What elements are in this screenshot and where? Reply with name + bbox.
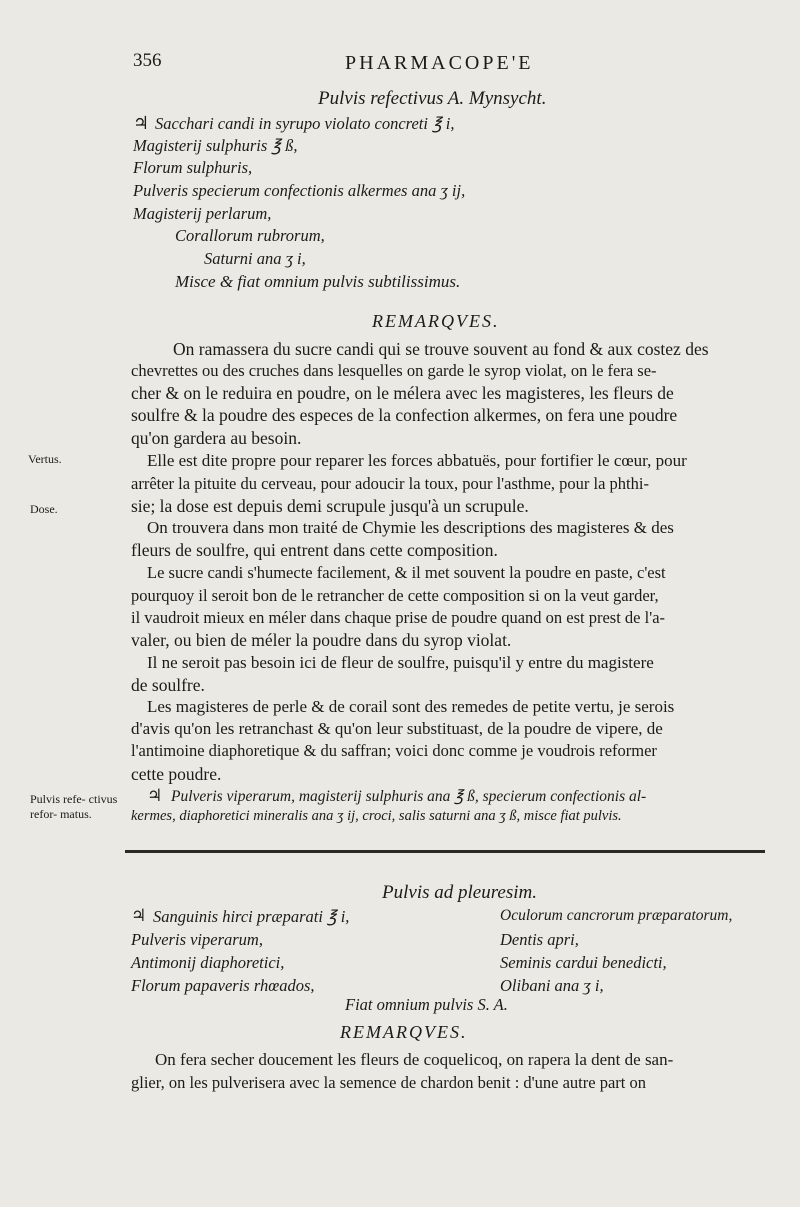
recipe-line: Saturni ana ʒ i, (204, 249, 306, 268)
text-line: d'avis qu'on les retranchast & qu'on leur substituast, de la poudre de vipere, de (131, 719, 663, 738)
text-line: sie; la dose est depuis demi scrupule jusqu'à un scrupule. (131, 496, 529, 516)
recipe-line: Florum papaveris rhœados, (131, 976, 315, 995)
remarks-heading: REMARQVES. (372, 311, 500, 331)
text-line: Il ne seroit pas besoin ici de fleur de soulfre, puisqu'il y entre du magistere (147, 653, 654, 672)
recipe-line: Pulveris specierum confectionis alkermes ana ʒ ij, (133, 181, 466, 200)
text-line: qu'on gardera au besoin. (131, 428, 302, 448)
recipe-line: Seminis cardui benedicti, (500, 953, 667, 972)
reformed-recipe-line: kermes, diaphoretici mineralis ana ʒ ij, croci, salis saturni ana ʒ ß, misce fiat pulvis. (131, 808, 622, 824)
recipe-line: Sanguinis hirci præparati ℥ i, (153, 907, 350, 926)
text-line: de soulfre. (131, 675, 205, 695)
text-line: glier, on les pulverisera avec la semence de chardon benit : d'une autre part on (131, 1073, 646, 1092)
margin-note-reformed: Pulvis refe- ctivus refor- matus. (30, 792, 118, 821)
recipe-sign-icon: ♃ (131, 906, 147, 926)
recipe-line: Misce & fiat omnium pulvis subtilissimus. (175, 272, 461, 291)
recipe-sign-icon: ♃ (133, 113, 150, 134)
text-line: On trouvera dans mon traité de Chymie les descriptions des magisteres & des (147, 518, 674, 537)
text-line: Les magisteres de perle & de corail sont des remedes de petite vertu, je serois (147, 697, 675, 716)
recipe-line: Sacchari candi in syrupo violato concreti ℥ i, (155, 114, 455, 133)
recipe-title: Pulvis ad pleuresim. (382, 882, 537, 903)
text-line: fleurs de soulfre, qui entrent dans cette composition. (131, 540, 498, 560)
text-line: Elle est dite propre pour reparer les forces abbatuës, pour fortifier le cœur, pour (147, 451, 687, 470)
recipe-line: Oculorum cancrorum præparatorum, (500, 907, 733, 924)
text-line: Le sucre candi s'humecte facilement, & il met souvent la poudre en paste, c'est (147, 563, 666, 582)
text-line: On fera secher doucement les fleurs de coquelicoq, on rapera la dent de san- (155, 1050, 674, 1069)
recipe-line: Olibani ana ʒ i, (500, 976, 604, 995)
text-line: cher & on le reduira en poudre, on le mélera avec les magisteres, les fleurs de (131, 383, 674, 403)
recipe-line: Florum sulphuris, (133, 158, 253, 177)
recipe-line: Magisterij perlarum, (133, 204, 272, 223)
text-line: valer, ou bien de méler la poudre dans du syrop violat. (131, 630, 512, 650)
text-line: cette poudre. (131, 764, 222, 784)
text-line: soulfre & la poudre des especes de la confection alkermes, on fera une poudre (131, 405, 678, 425)
text-line: On ramassera du sucre candi qui se trouve souvent au fond & aux costez des (173, 339, 709, 359)
page-number: 356 (133, 50, 162, 71)
recipe-line: Magisterij sulphuris ℥ ß, (133, 136, 298, 155)
recipe-sign-icon: ♃ (147, 786, 163, 806)
remarks-heading: REMARQVES. (340, 1022, 468, 1042)
text-line: pourquoy il seroit bon de le retrancher de cette composition si on la veut garder, (131, 586, 659, 605)
text-line: arrêter la pituite du cerveau, pour adoucir la toux, pour l'asthme, pour la phthi- (131, 474, 649, 493)
section-divider (125, 850, 765, 853)
reformed-recipe-line: Pulveris viperarum, magisterij sulphuris ana ℥ ß, specierum confectionis al- (171, 788, 647, 805)
text-line: il vaudroit mieux en méler dans chaque prise de poudre quand on est prest de l'a- (131, 608, 666, 627)
margin-note-dose: Dose. (30, 502, 58, 516)
recipe-line: Pulveris viperarum, (131, 930, 263, 949)
recipe-line: Corallorum rubrorum, (175, 226, 325, 245)
recipe-title: Pulvis refectivus A. Mynsycht. (318, 88, 547, 109)
margin-note-vertus: Vertus. (28, 452, 62, 466)
running-title: PHARMACOPE'E (345, 52, 534, 74)
text-line: l'antimoine diaphoretique & du saffran; voici donc comme je voudrois reformer (131, 741, 657, 760)
text-line: chevrettes ou des cruches dans lesquelles on garde le syrop violat, on le fera se- (131, 361, 657, 380)
recipe-line: Fiat omnium pulvis S. A. (345, 995, 508, 1014)
recipe-line: Dentis apri, (500, 930, 579, 949)
recipe-line: Antimonij diaphoretici, (131, 953, 285, 972)
